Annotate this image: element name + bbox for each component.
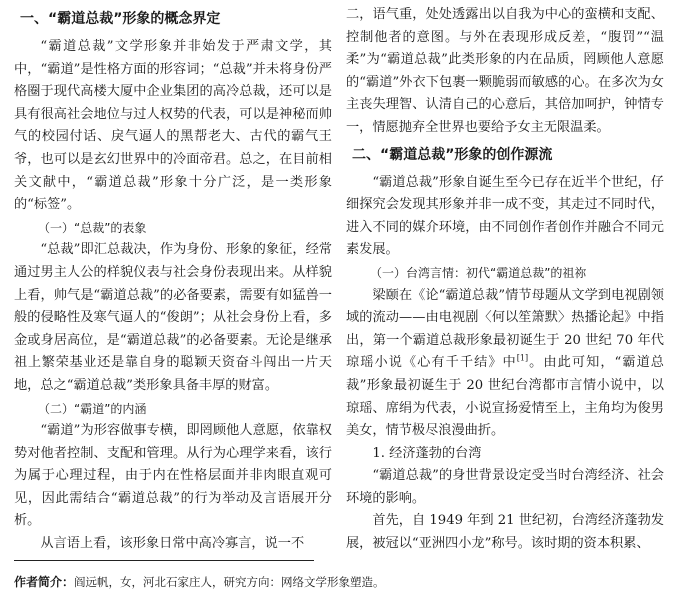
list-item-heading: 1. 经济蓬勃的台湾 xyxy=(372,445,482,461)
subsection-heading: （一）“总裁”的表象 xyxy=(38,220,147,235)
paragraph-continued: 二，语气重，处处透露出以自我为中心的蛮横和支配、控制他者的意图。与外在表现形成反差，“腹罚”“温柔”为“霸道总裁”此类形象的内在品质，罔顾他人意愿的“霸道”外衣下包裹一颗脆弱而敏感的心。在多次为女主丧失理智、认清自己的心意后，其倍加呵护，钟情专一，情愿抛弃全世界也要给予女主无限温柔。 xyxy=(346,7,664,135)
section-heading-2: 二、“霸道总裁”形象的创作源流 xyxy=(352,146,553,163)
paragraph-text: 梁颐在《论“霸道总裁”情节母题从文学到电视剧领域的流动——由电视剧〈何以笙箫默〉热播论起》中指出，第一个霸道总裁形象最初诞生于 20 世纪 70 年代琼瑶小说《心有千千结》中 xyxy=(346,287,664,371)
paragraph: 首先，自 1949 年到 21 世纪初，台湾经济蓬勃发展，被冠以“亚洲四小龙”称号。该时期的资本积累、 xyxy=(346,513,664,552)
paragraph-with-citation xyxy=(346,285,664,443)
paragraph: 从言语上看，该形象日常中高冷寡言，说一不 xyxy=(40,536,305,552)
paragraph: “总裁”即汇总裁决，作为身份、形象的象征，经常通过男主人公的样貌仪表与社会身份表现出来。从样貌上看，帅气是“霸道总裁”的必备要素，需要有如猛兽一般的侵略性及寒气逼人的“俊朗”；从社会身份上看，多金或身居高位，是“霸道总裁”的必备要素。无论是继承祖上繁荣基业还是靠自身的聪颖天资奋斗闯出一片天地，总之“霸道总裁”类形象具备丰厚的财富。 xyxy=(14,242,332,393)
footnote-divider xyxy=(14,560,314,561)
paragraph: “霸道总裁”形象自诞生至今已存在近半个世纪，仔细探究会发现其形象并非一成不变，其走过不同时代，进入不同的媒介环境，由不同创作者创作并融合不同元素发展。 xyxy=(346,174,664,258)
citation-reference[interactable]: [1] xyxy=(516,353,529,363)
paragraph: “霸道总裁”的身世背景设定受当时台湾经济、社会环境的影响。 xyxy=(346,468,664,506)
author-note-text: 阎远帆，女，河北石家庄人，研究方向：网络文学形象塑造。 xyxy=(74,575,385,589)
author-note-label: 作者简介： xyxy=(14,575,75,589)
paragraph: “霸道”为形容做事专横，即罔顾他人意愿，依靠权势对他者控制、支配和管理。从行为心理学来看，该行为属于心理过程，由于内在性格层面并非肉眼直观可见，因此需结合“霸道总裁”的行为举动及言语展开分析。 xyxy=(14,423,332,529)
right-column xyxy=(346,4,664,556)
section-heading-1: 一、“霸道总裁”形象的概念界定 xyxy=(20,11,221,27)
paragraph: “霸道总裁”文学形象并非始发于严肃文学，其中，“霸道”是性格方面的形容词；“总裁”并未将身份严格圈于现代高楼大厦中企业集团的高冷总裁，还可以是具有很高社会地位与过人权势的代表，可以是神秘而帅气的校园付话、戾气逼人的黑帮老大、古代的霸气王爷，也可以是玄幻世界中的冷面帝君。总之，在目前相关文献中，“霸道总裁”形象十分广泛，是一类形象的“标签”。 xyxy=(14,39,332,213)
paragraph-text: 。由此可知，“霸道总裁”形象最初诞生于 20 世纪台湾都市言情小说中，以琼瑶、席绢为代表，小说宣扬爱情至上，主角均为俊男美女，情节极尽浪漫曲折。 xyxy=(346,355,664,439)
left-column xyxy=(14,4,332,556)
subsection-heading: （二）“霸道”的内涵 xyxy=(38,401,147,416)
author-note xyxy=(14,572,664,592)
subsection-heading: （一）台湾言情：初代“霸道总裁”的祖祢 xyxy=(370,265,587,280)
